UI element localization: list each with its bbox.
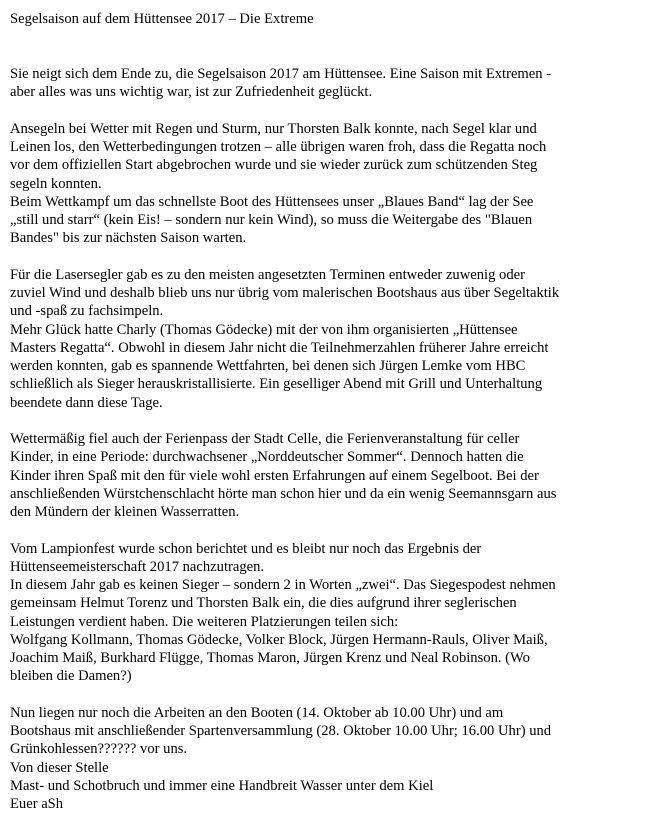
text-line: zuviel Wind und deshalb blieb uns nur übrig vom malerischen Bootshaus aus über Segeltaktik — [10, 285, 560, 301]
paragraph-2 — [10, 120, 638, 248]
paragraph-gap — [10, 412, 638, 430]
text-line: den Mündern der kleinen Wasserratten. — [10, 504, 240, 520]
text-line: Vom Lampionfest wurde schon berichtet und es bleibt nur noch das Ergebnis der — [10, 540, 482, 557]
paragraph-gap — [10, 248, 638, 266]
text-line: aber alles was uns wichtig war, ist zur Zufriedenheit geglückt. — [10, 84, 373, 101]
document-body — [10, 65, 638, 813]
text-line: „still und starr“ (kein Eis! – sondern nur kein Wind), so muss die Weitergabe des "Blauen — [10, 212, 533, 228]
text-line: Mast- und Schotbruch und immer eine Handbreit Wasser unter dem Kiel — [10, 777, 434, 794]
text-line: Bootshaus mit anschließender Spartenversammlung (28. Oktober 10.00 Uhr; 16.00 Uhr) und — [10, 723, 552, 739]
paragraph-3 — [10, 266, 638, 412]
text-line: werden konnten, gab es spannende Wettfahrten, bei denen sich Jürgen Lemke vom HBC — [10, 358, 526, 374]
text-line: In diesem Jahr gab es keinen Sieger – sondern 2 in Worten „zwei“. Das Siegespodest nehmen — [10, 577, 556, 593]
text-line: vor dem offiziellen Start abgebrochen wurde und sie wieder zurück zum schützenden Steg — [10, 157, 538, 174]
text-line: segeln konnten. — [10, 175, 102, 192]
text-line: Bandes" bis zur nächsten Saison warten. — [10, 230, 247, 247]
text-line: Joachim Maiß, Burkhard Flügge, Thomas Maron, Jürgen Krenz und Neal Robinson. (Wo — [10, 650, 530, 666]
text-line: gemeinsam Helmut Torenz und Thorsten Balk ein, die dies aufgrund ihrer seglerischen — [10, 595, 517, 612]
text-line: Wettermäßig fiel auch der Ferienpass der Stadt Celle, die Ferienveranstaltung für celler — [10, 431, 520, 447]
document-page — [10, 10, 638, 813]
text-line: Euer aSh — [10, 796, 64, 812]
text-line: Nun liegen nur noch die Arbeiten an den Booten (14. Oktober ab 10.00 Uhr) und am — [10, 704, 504, 721]
text-line: und -spaß zu fachsimpeln. — [10, 303, 164, 320]
text-line: beendete dann diese Tage. — [10, 394, 163, 411]
text-line: Masters Regatta“. Obwohl in diesem Jahr nicht die Teilnehmerzahlen früherer Jahre erreicht — [10, 339, 549, 356]
text-line: Kinder ihren Spaß mit den für viele wohl ersten Erfahrungen auf einem Segelboot. Bei der — [10, 467, 539, 484]
paragraph-gap — [10, 521, 638, 539]
text-line: Ansegeln bei Wetter mit Regen und Sturm, nur Thorsten Balk konnte, nach Segel klar und — [10, 120, 537, 137]
text-line: Beim Wettkampf um das schnellste Boot des Hüttensees unser „Blaues Band“ lag der See — [10, 193, 534, 210]
text-line: Grünkohlessen?????? vor uns. — [10, 741, 188, 758]
document-title: Segelsaison auf dem Hüttensee 2017 – Die Extreme — [10, 11, 314, 27]
spacer — [10, 28, 638, 65]
text-line: Für die Lasersegler gab es zu den meisten angesetzten Terminen entweder zuwenig oder — [10, 266, 525, 283]
paragraph-6 — [10, 704, 638, 814]
paragraph-5 — [10, 540, 638, 686]
text-line: Hüttenseemeisterschaft 2017 nachzutragen. — [10, 558, 265, 575]
text-line: Mehr Glück hatte Charly (Thomas Gödecke) mit der von ihm organisierten „Hüttensee — [10, 321, 518, 338]
text-line: anschließenden Würstchenschlacht hörte man schon hier und da ein wenig Seemannsgarn aus — [10, 485, 557, 502]
paragraph-gap — [10, 102, 638, 120]
text-line: schließlich als Sieger herauskristallisierte. Ein geselliger Abend mit Grill und Unterhaltung — [10, 376, 543, 393]
paragraph-4 — [10, 430, 638, 521]
text-line: Leistungen verdient haben. Die weiteren Platzierungen teilen sich: — [10, 613, 399, 630]
paragraph-1 — [10, 65, 638, 102]
text-line: Leinen los, den Wetterbedingungen trotzen – alle übrigen waren froh, dass die Regatta noch — [10, 139, 547, 155]
text-line: Von dieser Stelle — [10, 759, 109, 776]
text-line: Sie neigt sich dem Ende zu, die Segelsaison 2017 am Hüttensee. Eine Saison mit Extremen - — [10, 66, 552, 82]
text-line: bleiben die Damen?) — [10, 668, 132, 685]
text-line: Wolfgang Kollmann, Thomas Gödecke, Volker Block, Jürgen Hermann-Rauls, Oliver Maiß, — [10, 631, 548, 648]
paragraph-gap — [10, 686, 638, 704]
text-line: Kinder, in eine Periode: durchwachsener „Norddeutscher Sommer“. Dennoch hatten die — [10, 449, 524, 466]
